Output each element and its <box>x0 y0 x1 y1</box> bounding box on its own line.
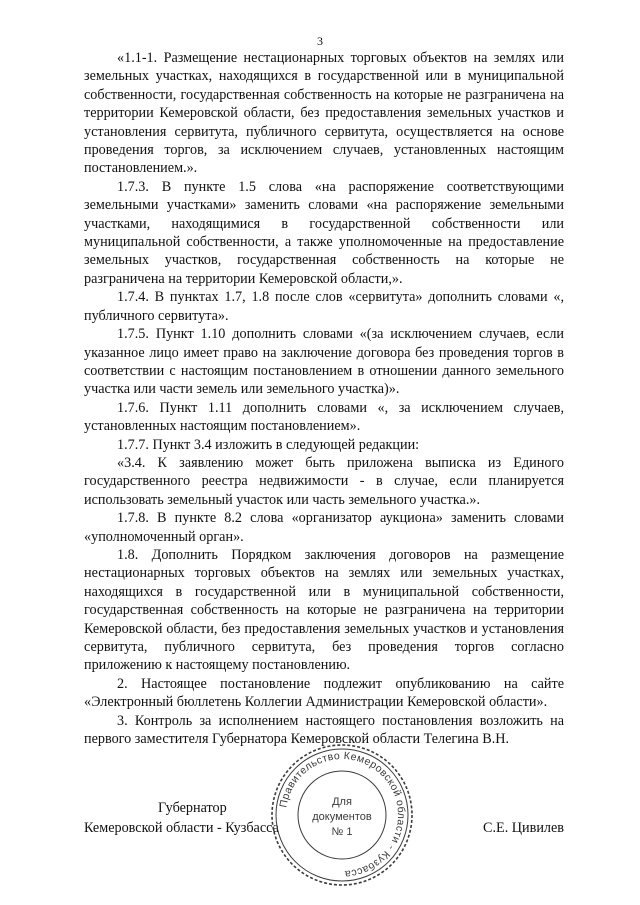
seal-center-line3: № 1 <box>331 826 353 838</box>
signatory-title-line2: Кемеровской области - Кузбасса <box>84 820 279 836</box>
seal-ring-text: Правительство Кемеровской области - Кузбасса <box>277 749 408 880</box>
paragraph-1-1-1: «1.1-1. Размещение нестационарных торговых объектов на землях или земельных участках, находящихся в государственной или в муниципальной собственности, государственная собственность на которые не разграничена на территории Кемеровской области, без предоставления земельных участков и установления сервитута, публичного сервитута, осуществляется на основе проведения торгов, за исключением случаев, установленных настоящим постановлением.». <box>84 50 564 177</box>
signatory-name: С.Е. Цивилев <box>483 820 564 836</box>
paragraph-3-4-quote: «3.4. К заявлению может быть приложена выписка из Единого государственного реестра недвижимости - в случае, если планируется использовать земельный участок или часть земельного участка.». <box>84 454 564 508</box>
paragraph-1-7-3: 1.7.3. В пункте 1.5 слова «на распоряжение соответствующими земельными участками» заменить словами «на распоряжение земельными участками, находящимися в государственной собственности или муниципальной собственности, а также уполномоченные на предоставление земельных участков, государственная собственность на которые не разграничена на территории Кемеровской области,». <box>84 178 564 287</box>
paragraph-3: 3. Контроль за исполнением настоящего постановления возложить на первого заместителя Губернатора Кемеровской области Телегина В.Н. <box>84 712 564 748</box>
seal-center-line2: документов <box>312 811 372 823</box>
paragraph-2: 2. Настоящее постановление подлежит опубликованию на сайте «Электронный бюллетень Коллегии Администрации Кемеровской области». <box>84 675 564 711</box>
seal-center-line1: Для <box>332 796 352 808</box>
paragraph-1-7-7: 1.7.7. Пункт 3.4 изложить в следующей редакции: <box>117 436 420 453</box>
paragraph-1-8: 1.8. Дополнить Порядком заключения договоров на размещение нестационарных торговых объектов на землях или земельных участках, находящихся в государственной или в муниципальной собственности, государственная собственность на которые не разграничена на территории Кемеровской области, без предоставления земельных участков и установления сервитута, публичного сервитута, без проведения торгов согласно приложению к настоящему постановлению. <box>84 546 564 674</box>
paragraph-1-7-6: 1.7.6. Пункт 1.11 дополнить словами «, за исключением случаев, установленных настоящим постановлением». <box>84 399 564 435</box>
paragraph-1-7-4: 1.7.4. В пунктах 1.7, 1.8 после слов «сервитута» дополнить словами «, публичного сервитута». <box>84 289 564 324</box>
paragraph-1-7-5: 1.7.5. Пункт 1.10 дополнить словами «(за исключением случаев, если указанное лицо имеет право на заключение договора без проведения торгов в соответствии с настоящим постановлением в отношении данного земельного участка или части земель или земельного участка)». <box>84 326 564 398</box>
document-body <box>84 49 564 748</box>
official-seal-stamp <box>268 741 416 889</box>
signatory-title-line1: Губернатор <box>158 800 227 816</box>
page-number: 3 <box>317 34 323 48</box>
paragraph-1-7-8: 1.7.8. В пункте 8.2 слова «организатор аукциона» заменить словами «уполномоченный орган». <box>84 510 564 545</box>
